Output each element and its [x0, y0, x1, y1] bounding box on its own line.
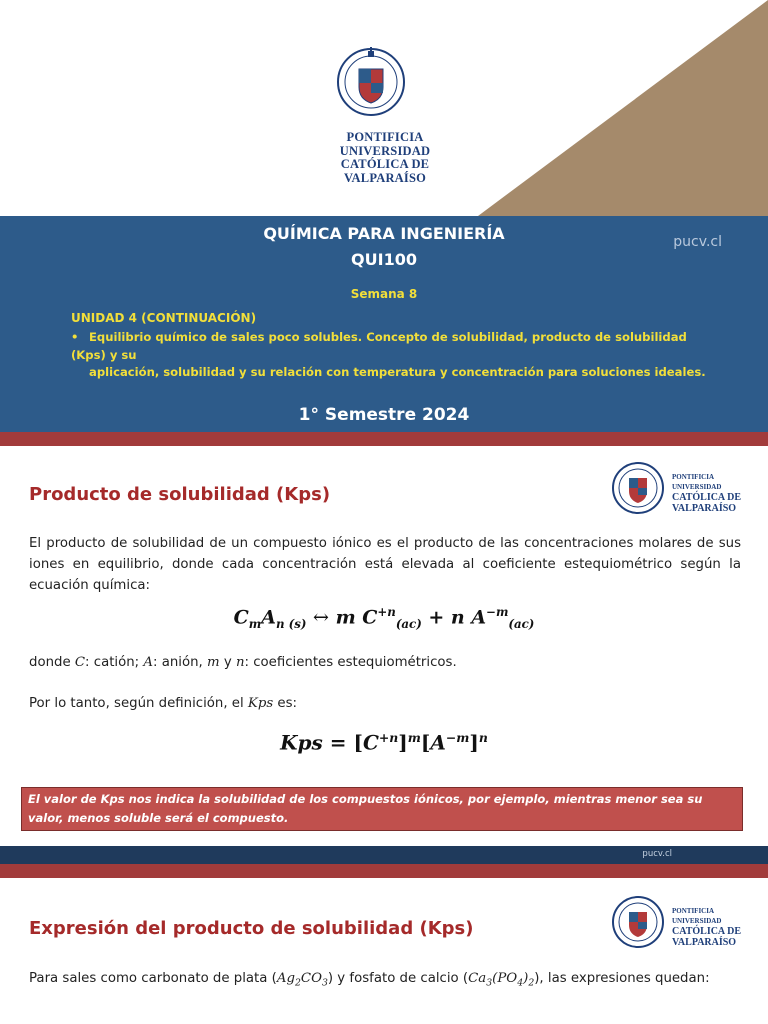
- logo-line: UNIVERSIDAD: [672, 483, 722, 491]
- crest-icon: [610, 460, 666, 516]
- kps-equation: Kps = $[C^{+n}]^m[A^{-m}]^n$: [280, 730, 488, 755]
- slide-title: Expresión del producto de solubilidad (Kps): [29, 918, 474, 939]
- course-title: QUÍMICA PARA INGENIERÍA: [263, 224, 505, 243]
- logo-text: [672, 472, 741, 514]
- text: : coeficientes estequiométricos.: [244, 655, 457, 670]
- university-name-line: VALPARAÍSO: [343, 170, 427, 185]
- text: ) y fosfato de calcio (: [327, 971, 469, 986]
- text: Por lo tanto, según definición, el: [29, 696, 248, 711]
- semester-label: 1° Semestre 2024: [298, 405, 470, 425]
- course-code: QUI100: [351, 250, 417, 269]
- symbol: C: [74, 655, 86, 670]
- formula-silver-carbonate: $Ag_2CO_3$: [276, 971, 328, 989]
- symbol: n: [235, 655, 245, 670]
- title-slide: [0, 0, 768, 448]
- logo-line: VALPARAÍSO: [672, 937, 737, 948]
- formula-calcium-phosphate: $Ca_3(PO_4)_2$: [468, 971, 535, 989]
- logo-line: PONTIFICIA: [672, 473, 715, 481]
- symbol: A: [143, 655, 153, 670]
- slide-title: Producto de solubilidad (Kps): [29, 484, 331, 505]
- unit-description: [71, 329, 721, 382]
- intro-paragraph: El producto de solubilidad de un compuesto iónico es el producto de las concentraciones molares de sus iones en equilibrio, donde cada concentración está elevada al coeficiente estequiométrico según la ecuación química:: [29, 536, 741, 593]
- university-name-line: PONTIFICIA: [346, 130, 424, 144]
- definitions-line: [29, 652, 741, 673]
- text: : catión;: [85, 655, 144, 670]
- text: : anión,: [153, 655, 207, 670]
- text: ), las expresiones quedan:: [534, 971, 710, 986]
- dissociation-equation: $C_mA_{n (s)}$ ↔ m $C^{+n}_{(ac)} + n$ $A^{-m}_{(ac)}$: [233, 605, 535, 632]
- red-divider: [0, 864, 768, 878]
- logo-text: [672, 906, 741, 948]
- note-line: El valor de Kps nos indica la solubilidad de los compuestos iónicos, por ejemplo, mientras menor sea su: [28, 792, 703, 806]
- slide-footer: [0, 846, 768, 864]
- university-logo-small: [610, 460, 745, 516]
- red-divider: [0, 432, 768, 446]
- bullet-icon: •: [71, 330, 79, 344]
- highlight-note: [21, 787, 743, 831]
- university-crest-logo: [335, 45, 407, 117]
- symbol: Kps: [247, 696, 274, 711]
- university-name-line: CATÓLICA DE: [340, 157, 430, 171]
- logo-line: PONTIFICIA: [672, 907, 715, 915]
- text: donde: [29, 655, 75, 670]
- unit-line: Equilibrio químico de sales poco solubles. Concepto de solubilidad, producto de solubilidad (Kps) y su: [71, 330, 687, 362]
- note-line: valor, menos soluble será el compuesto.: [28, 811, 289, 825]
- unit-title: UNIDAD 4 (CONTINUACIÓN): [71, 311, 257, 325]
- unit-line: aplicación, solubilidad y su relación con temperatura y concentración para soluciones ideales.: [89, 365, 706, 379]
- university-logo-small: [610, 894, 745, 950]
- logo-line: CATÓLICA DE: [672, 926, 741, 937]
- university-name-line: UNIVERSIDAD: [339, 143, 431, 158]
- salts-expression-intro: [29, 968, 741, 994]
- text: es:: [273, 696, 298, 711]
- symbol: m: [207, 655, 220, 670]
- logo-line: CATÓLICA DE: [672, 492, 741, 503]
- logo-line: VALPARAÍSO: [672, 503, 737, 514]
- university-name: [300, 131, 470, 185]
- site-label: pucv.cl: [673, 234, 722, 250]
- week-label: Semana 8: [350, 287, 418, 301]
- definition-intro: [29, 693, 741, 714]
- crest-icon: [610, 894, 666, 950]
- footer-site: pucv.cl: [642, 849, 672, 859]
- text: Para sales como carbonato de plata (: [29, 971, 277, 986]
- logo-line: UNIVERSIDAD: [672, 917, 722, 925]
- text: y: [219, 655, 236, 670]
